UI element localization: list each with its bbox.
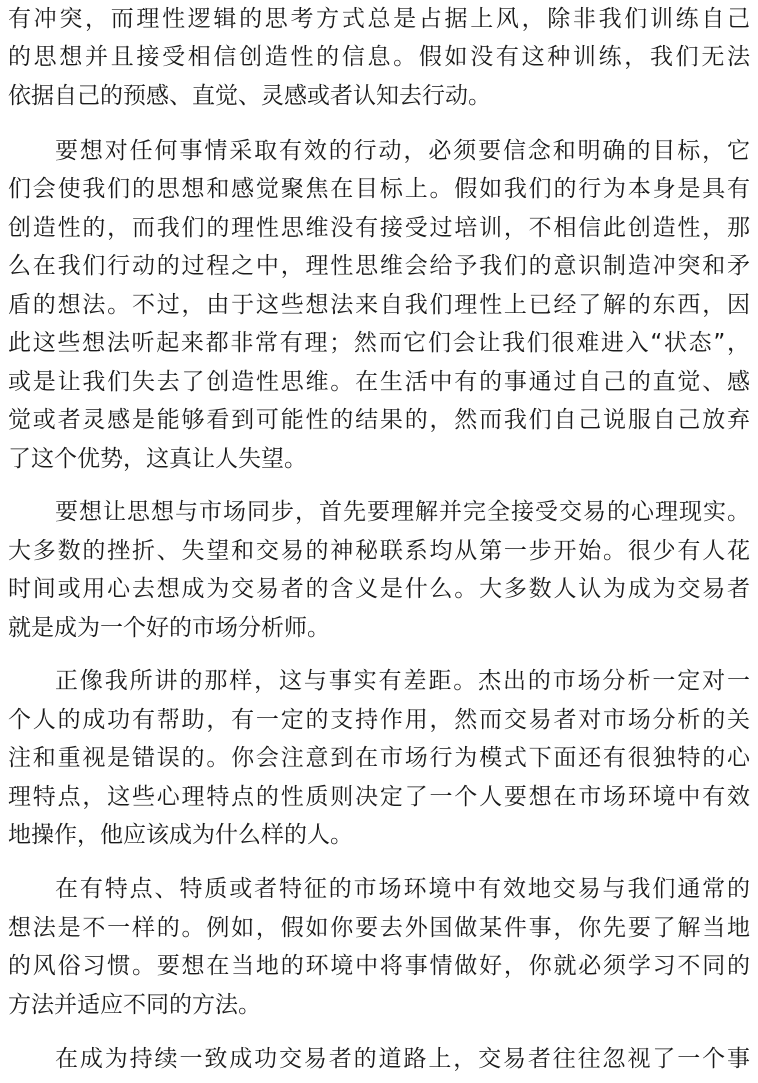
text-line: 想法是不一样的。例如，假如你要去外国做某件事，你先要了解当地 — [8, 915, 750, 941]
text-line: 时间或用心去想成为交易者的含义是什么。大多数人认为成为交易者 — [8, 576, 750, 602]
text-line: 或是让我们失去了创造性思维。在生活中有的事通过自己的直觉、感 — [8, 369, 750, 395]
text-line: 个人的成功有帮助，有一定的支持作用，然而交易者对市场分析的关 — [8, 707, 750, 733]
text-line: 理特点，这些心理特点的性质则决定了一个人要想在市场环境中有效 — [8, 784, 750, 810]
text-line: 注和重视是错误的。你会注意到在市场行为模式下面还有很独特的心 — [8, 745, 750, 771]
text-line: 们会使我们的思想和感觉聚焦在目标上。假如我们的行为本身是具有 — [8, 176, 750, 202]
text-line: 大多数的挫折、失望和交易的神秘联系均从第一步开始。很少有人花 — [8, 538, 750, 564]
text-line: 要想让思想与市场同步，首先要理解并完全接受交易的心理现实。 — [55, 499, 750, 525]
text-line: 在有特点、特质或者特征的市场环境中有效地交易与我们通常的 — [55, 876, 750, 902]
text-line: 就是成为一个好的市场分析师。 — [8, 615, 330, 641]
text-line: 的思想并且接受相信创造性的信息。假如没有这种训练，我们无法 — [8, 44, 750, 70]
text-line: 的风俗习惯。要想在当地的环境中将事情做好，你就必须学习不同的 — [8, 953, 750, 979]
text-line: 要想对任何事情采取有效的行动，必须要信念和明确的目标，它 — [55, 138, 750, 164]
text-line: 依据自己的预感、直觉、灵感或者认知去行动。 — [8, 83, 491, 109]
text-line: 创造性的，而我们的理性思维没有接受过培训，不相信此创造性，那 — [8, 215, 750, 241]
text-line: 有冲突，而理性逻辑的思考方式总是占据上风，除非我们训练自己 — [8, 6, 750, 32]
text-line: 么在我们行动的过程之中，理性思维会给予我们的意识制造冲突和矛 — [8, 253, 750, 279]
text-line: 正像我所讲的那样，这与事实有差距。杰出的市场分析一定对一 — [55, 668, 750, 694]
text-line: 盾的想法。不过，由于这些想法来自我们理性上已经了解的东西，因 — [8, 292, 750, 318]
text-line: 方法并适应不同的方法。 — [8, 992, 261, 1018]
text-line: 此这些想法听起来都非常有理；然而它们会让我们很难进入“状态”， — [8, 330, 750, 356]
text-line: 觉或者灵感是能够看到可能性的结果的，然而我们自己说服自己放弃 — [8, 407, 750, 433]
text-line: 地操作，他应该成为什么样的人。 — [8, 822, 353, 848]
text-line: 了这个优势，这真让人失望。 — [8, 446, 307, 472]
text-line: 在成为持续一致成功交易者的道路上，交易者往往忽视了一个事 — [55, 1046, 750, 1072]
